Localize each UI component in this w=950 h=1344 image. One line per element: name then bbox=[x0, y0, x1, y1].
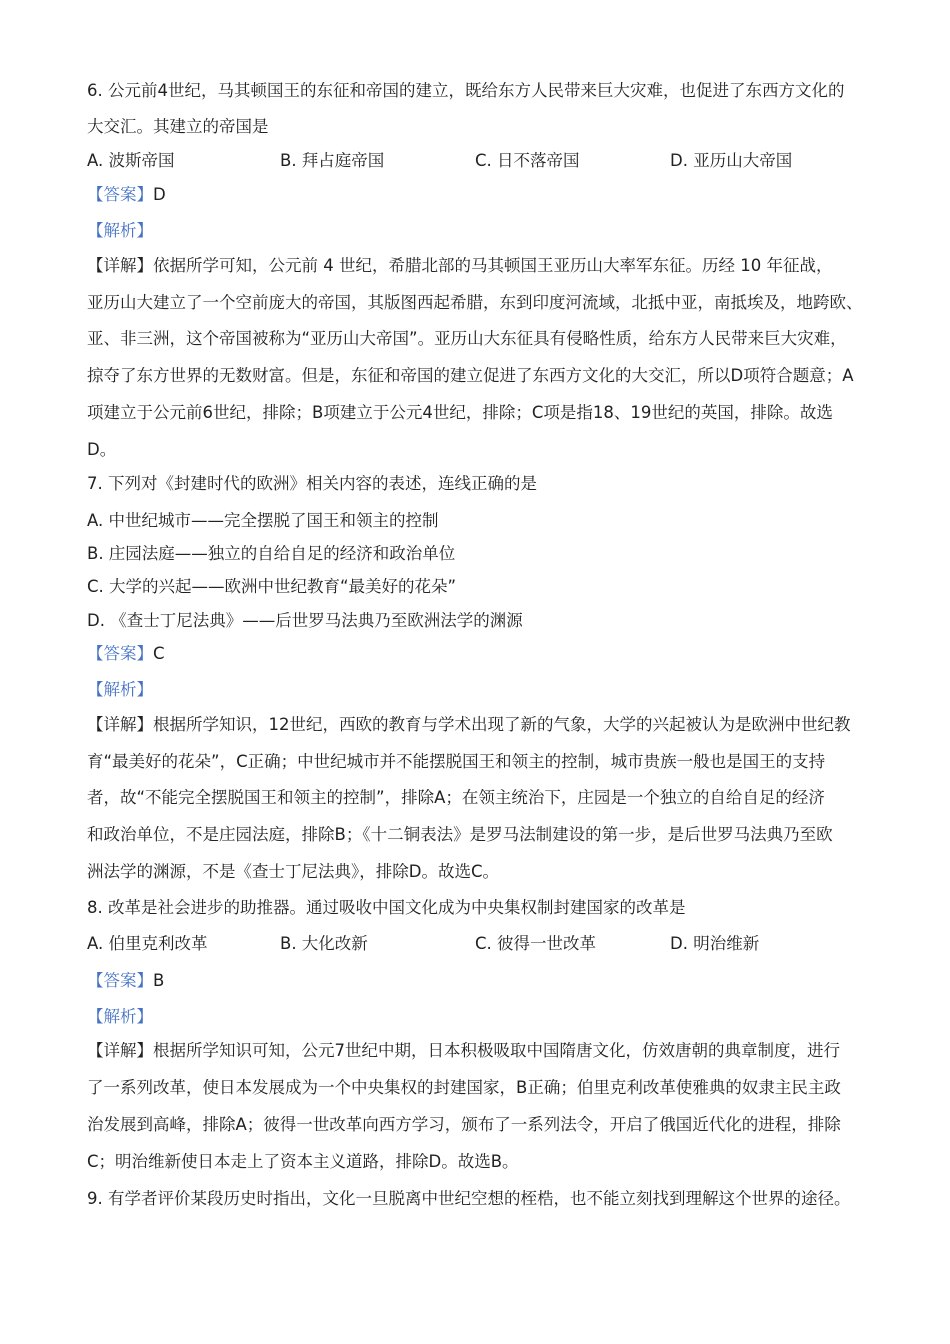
q8-answer-line bbox=[87, 969, 164, 993]
q7-detail-line-3: 者，故“不能完全摆脱国王和领主的控制”，排除A；在领主统治下，庄园是一个独立的自给自足的经济 bbox=[87, 788, 825, 807]
q6-answer-line bbox=[87, 183, 166, 207]
q7-detail-line-1 bbox=[87, 713, 851, 737]
q7-option-b: B. 庄园法庭——独立的自给自足的经济和政治单位 bbox=[87, 544, 456, 563]
q7-option-c: C. 大学的兴起——欧洲中世纪教育“最美好的花朵” bbox=[87, 577, 457, 596]
q8-detail-line-1 bbox=[87, 1039, 840, 1063]
q8-answer-tag: 【答案】 bbox=[87, 971, 153, 990]
q6-stem-line-1: 6. 公元前4世纪，马其顿国王的东征和帝国的建立，既给东方人民带来巨大灾难，也促进了东西方文化的 bbox=[87, 81, 845, 100]
q8-option-b: B. 大化改新 bbox=[280, 934, 368, 953]
q6-detail-line-2: 亚历山大建立了一个空前庞大的帝国，其版图西起希腊，东到印度河流域，北抵中亚，南抵埃及，地跨欧、 bbox=[87, 293, 863, 312]
q6-answer-tag: 【答案】 bbox=[87, 185, 153, 204]
q6-option-b: B. 拜占庭帝国 bbox=[280, 151, 385, 170]
q8-detail-line-4: C；明治维新使日本走上了资本主义道路，排除D。故选B。 bbox=[87, 1152, 519, 1171]
q8-detail-line-3: 治发展到高峰，排除A；彼得一世改革向西方学习，颁布了一系列法令，开启了俄国近代化的进程，排除 bbox=[87, 1115, 841, 1134]
q6-options bbox=[87, 149, 867, 173]
q8-detail-line-2: 了一系列改革，使日本发展成为一个中央集权的封建国家，B正确；伯里克利改革使雅典的奴隶主民主政 bbox=[87, 1078, 841, 1097]
q7-analysis-tag: 【解析】 bbox=[87, 680, 153, 699]
q6-detail-text-1: 依据所学可知，公元前 4 世纪，希腊北部的马其顿国王亚历山大率军东征。历经 10 年征战， bbox=[153, 256, 833, 275]
q8-stem: 8. 改革是社会进步的助推器。通过吸收中国文化成为中央集权制封建国家的改革是 bbox=[87, 898, 686, 917]
q6-option-c: C. 日不落帝国 bbox=[475, 151, 580, 170]
q7-answer-line bbox=[87, 642, 165, 666]
q8-option-d: D. 明治维新 bbox=[670, 934, 760, 953]
q8-detail-text-1: 根据所学知识可知，公元7世纪中期，日本积极吸取中国隋唐文化，仿效唐朝的典章制度，进行 bbox=[153, 1041, 840, 1060]
q6-option-a: A. 波斯帝国 bbox=[87, 151, 175, 170]
q7-answer-tag: 【答案】 bbox=[87, 644, 153, 663]
q6-answer-value: D bbox=[153, 185, 166, 204]
q6-detail-line-3: 亚、非三洲，这个帝国被称为“亚历山大帝国”。亚历山大东征具有侵略性质，给东方人民带来巨大灾难， bbox=[87, 329, 847, 348]
q6-detail-tag: 【详解】 bbox=[87, 256, 153, 275]
q6-option-d: D. 亚历山大帝国 bbox=[670, 151, 793, 170]
q7-detail-line-5: 洲法学的渊源，不是《查士丁尼法典》，排除D。故选C。 bbox=[87, 862, 499, 881]
q9-stem: 9. 有学者评价某段历史时指出，文化一旦脱离中世纪空想的桎梏，也不能立刻找到理解这个世界的途径。 bbox=[87, 1189, 851, 1208]
q7-option-a: A. 中世纪城市——完全摆脱了国王和领主的控制 bbox=[87, 511, 439, 530]
q8-analysis-tag: 【解析】 bbox=[87, 1007, 153, 1026]
q6-detail-line-1 bbox=[87, 254, 832, 278]
q8-options bbox=[87, 932, 867, 956]
q7-stem: 7. 下列对《封建时代的欧洲》相关内容的表述，连线正确的是 bbox=[87, 474, 537, 493]
q8-detail-tag: 【详解】 bbox=[87, 1041, 153, 1060]
q7-option-d: D. 《查士丁尼法典》——后世罗马法典乃至欧洲法学的渊源 bbox=[87, 611, 523, 630]
q7-detail-tag: 【详解】 bbox=[87, 715, 153, 734]
q8-option-c: C. 彼得一世改革 bbox=[475, 934, 597, 953]
q6-stem-line-2: 大交汇。其建立的帝国是 bbox=[87, 117, 269, 136]
q6-detail-line-5: 项建立于公元前6世纪，排除；B项建立于公元4世纪，排除；C项是指18、19世纪的英国，排除。故选 bbox=[87, 403, 833, 422]
q7-detail-line-4: 和政治单位，不是庄园法庭，排除B；《十二铜表法》是罗马法制建设的第一步，是后世罗马法典乃至欧 bbox=[87, 825, 833, 844]
q6-analysis-tag: 【解析】 bbox=[87, 221, 153, 240]
q7-detail-line-2: 育“最美好的花朵”，C正确；中世纪城市并不能摆脱国王和领主的控制，城市贵族一般也是国王的支持 bbox=[87, 752, 826, 771]
q7-answer-value: C bbox=[153, 644, 165, 663]
q6-detail-line-6: D。 bbox=[87, 440, 117, 459]
q8-option-a: A. 伯里克利改革 bbox=[87, 934, 208, 953]
q6-detail-line-4: 掠夺了东方世界的无数财富。但是，东征和帝国的建立促进了东西方文化的大交汇，所以D项符合题意；A bbox=[87, 366, 854, 385]
q8-answer-value: B bbox=[153, 971, 165, 990]
q7-detail-text-1: 根据所学知识，12世纪，西欧的教育与学术出现了新的气象，大学的兴起被认为是欧洲中世纪教 bbox=[153, 715, 851, 734]
